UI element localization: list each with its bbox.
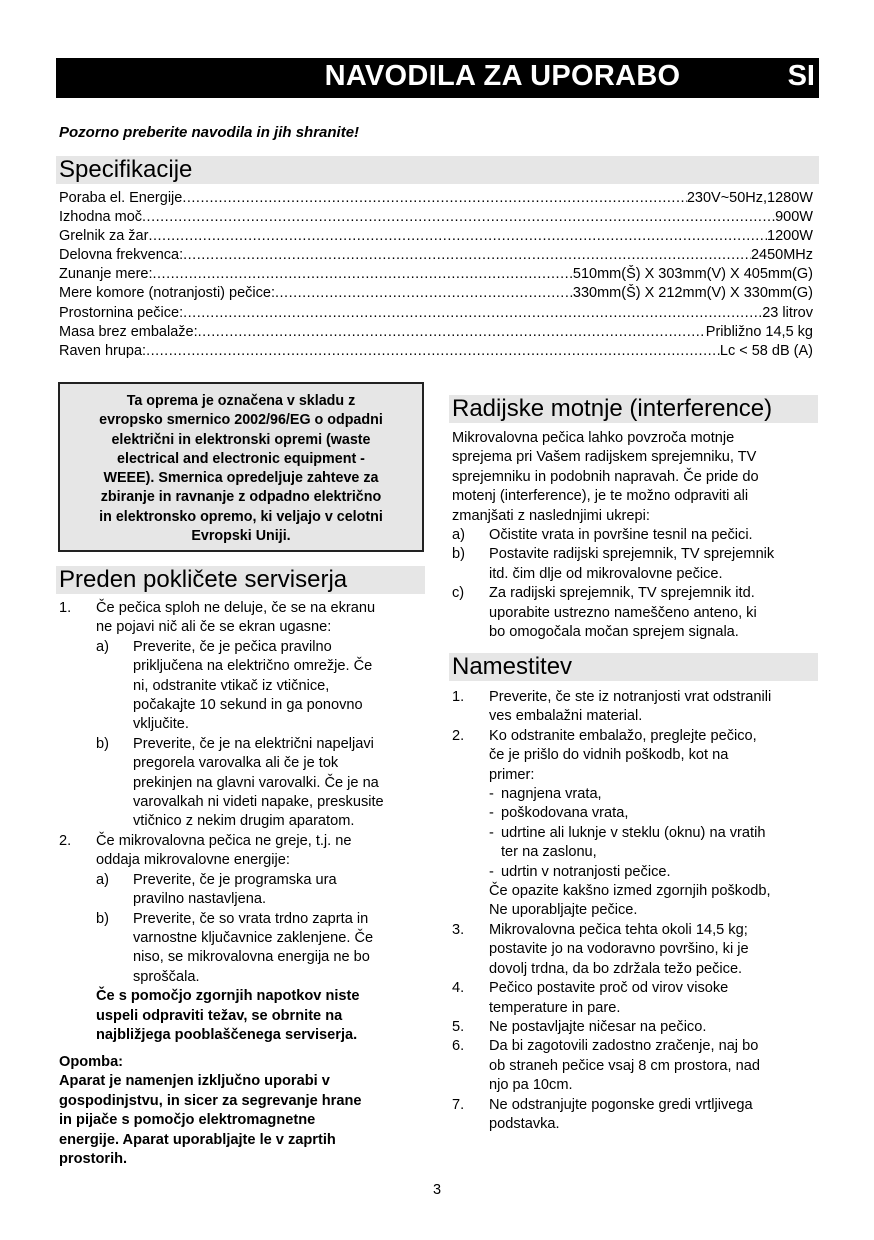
spec-label: Prostornina pečice: xyxy=(59,304,184,321)
sub-item-label: a) xyxy=(96,871,109,888)
item-text: Da bi zagotovili zadostno zračenje, naj bo xyxy=(489,1038,759,1055)
spec-label: Delovna frekvenca: xyxy=(59,247,184,264)
service-closing-note xyxy=(59,987,429,1045)
leader-dots xyxy=(153,265,573,284)
weee-line: in elektronsko opremo, ki veljajo v celotni xyxy=(99,508,383,525)
paragraph-line: motenj (interference), je te možno odpraviti ali xyxy=(452,488,749,505)
item-text: ob straneh pečice vsaj 8 cm prostora, nad xyxy=(489,1057,760,1074)
item-number: 2. xyxy=(452,727,465,744)
leader-dots xyxy=(142,208,775,227)
item-text: Preverite, če je programska ura xyxy=(133,871,337,888)
spec-value: 330mm(Š) X 212mm(V) X 330mm(G) xyxy=(572,285,813,302)
spec-row xyxy=(59,246,813,265)
item-text: udrtine ali luknje v steklu (oknu) na vratih xyxy=(501,824,766,841)
item-text: nagnjena vrata, xyxy=(501,786,602,803)
item-text: Ko odstranite embalažo, preglejte pečico, xyxy=(489,727,757,744)
item-text: uspeli odpraviti težav, se obrnite na xyxy=(96,1007,343,1024)
item-number: 4. xyxy=(452,980,465,997)
item-text: ter na zaslonu, xyxy=(501,844,597,861)
weee-line: WEEE). Smernica opredeljuje zahteve za xyxy=(103,470,379,487)
spec-row xyxy=(59,284,813,303)
note-text: in pijače s pomočjo elektromagnetne xyxy=(59,1112,316,1129)
weee-line: electrical and electronic equipment - xyxy=(117,450,365,467)
weee-line: Ta oprema je označena v skladu z xyxy=(126,393,356,409)
item-text: temperature in pare. xyxy=(489,999,621,1016)
spec-row xyxy=(59,323,813,342)
list-item xyxy=(452,1037,822,1095)
item-text: Ne odstranjujte pogonske gredi vrtljivega xyxy=(489,1096,753,1113)
item-number: 2. xyxy=(59,832,72,849)
item-text: najbližjega pooblaščenega serviserja. xyxy=(96,1026,358,1043)
leader-dots xyxy=(183,246,751,265)
item-number: 1. xyxy=(452,689,465,705)
dash-item xyxy=(452,863,822,882)
item-text: Očistite vrata in površine tesnil na pečici. xyxy=(489,527,753,544)
spec-row xyxy=(59,208,813,227)
list-item xyxy=(452,584,822,642)
dash-item xyxy=(452,785,822,804)
item-text: primer: xyxy=(489,766,535,783)
list-item xyxy=(452,1096,822,1135)
spec-row xyxy=(59,189,813,208)
install-heading: Namestitev xyxy=(449,653,818,681)
list-item xyxy=(452,545,822,584)
sub-item xyxy=(59,871,429,910)
service-list xyxy=(59,599,429,1045)
spec-value: Približno 14,5 kg xyxy=(705,323,813,340)
item-text: Če s pomočjo zgornjih napotkov niste xyxy=(96,988,360,1005)
item-text: Ne postavljajte ničesar na pečico. xyxy=(489,1018,707,1035)
leader-dots xyxy=(198,323,706,342)
item-text: niso, se mikrovalovna energija ne bo xyxy=(133,949,370,966)
sub-item-label: b) xyxy=(96,735,109,752)
item-text: Če pečica sploh ne deluje, če se na ekranu xyxy=(96,600,376,616)
spec-value: 23 litrov xyxy=(762,304,813,321)
spec-value: 2450MHz xyxy=(750,247,813,264)
item-label: a) xyxy=(452,527,465,544)
specs-heading: Specifikacije xyxy=(56,156,819,184)
page-title: NAVODILA ZA UPORABO xyxy=(324,60,681,92)
item-text: Če opazite kakšno izmed zgornjih poškodb, xyxy=(489,883,771,900)
service-heading: Preden pokličete serviserja xyxy=(56,566,425,594)
sub-item-label: a) xyxy=(96,638,109,655)
item-text: ni, odstranite vtikač iz vtičnice, xyxy=(133,677,330,694)
note-block xyxy=(59,1053,429,1169)
note-text: Aparat je namenjen izključno uporabi v xyxy=(59,1073,330,1090)
dash-bullet: - xyxy=(489,863,494,880)
dash-item xyxy=(452,824,822,863)
item-text: vtičnico z nekim drugim aparatom. xyxy=(133,813,355,830)
leader-dots xyxy=(183,304,762,323)
sub-item xyxy=(59,638,429,735)
item-text: itd. čim dlje od mikrovalovne pečice. xyxy=(489,565,723,582)
item-text: varovalkah ni videti napake, preskusite xyxy=(133,794,384,811)
specs-list xyxy=(59,189,813,361)
spec-value: 900W xyxy=(775,209,813,226)
note-heading: Opomba: xyxy=(59,1054,124,1070)
item-text: Pečico postavite proč od virov visoke xyxy=(489,980,729,997)
interference-block xyxy=(452,429,822,642)
item-number: 5. xyxy=(452,1018,465,1035)
spec-row xyxy=(59,342,813,361)
spec-label: Masa brez embalaže: xyxy=(59,323,198,340)
item-text: Postavite radijski sprejemnik, TV sprejemnik xyxy=(489,546,775,563)
paragraph-line: sprejema pri Vašem radijskem sprejemniku, TV xyxy=(452,449,757,466)
spec-label: Izhodna moč xyxy=(59,209,143,226)
leader-dots xyxy=(182,189,687,208)
list-item xyxy=(452,1018,822,1037)
spec-label: Raven hrupa: xyxy=(59,342,147,359)
weee-notice-box xyxy=(58,382,424,552)
spec-label: Poraba el. Energije xyxy=(59,190,183,206)
spec-label: Mere komore (notranjosti) pečice: xyxy=(59,285,275,302)
item-text: Preverite, če je na električni napeljavi xyxy=(133,735,374,752)
note-text: prostorih. xyxy=(59,1151,128,1168)
note-text: energije. Aparat uporabljajte le v zaprtih xyxy=(59,1131,336,1148)
sub-item-label: b) xyxy=(96,910,109,927)
intro-note: Pozorno preberite navodila in jih shranite! xyxy=(59,124,360,141)
paragraph-line: Mikrovalovna pečica lahko povzroča motnje xyxy=(452,430,735,446)
list-item xyxy=(452,727,822,785)
leader-dots xyxy=(148,227,767,246)
item-text: postavite jo na vodoravno površino, ki je xyxy=(489,941,749,958)
item-text: podstavka. xyxy=(489,1115,560,1132)
item-text: pravilno nastavljena. xyxy=(133,891,267,908)
spec-value: 1200W xyxy=(767,228,813,245)
item-text: ves embalažni material. xyxy=(489,708,643,725)
item-text: varnostne ključavnice zaklenjene. Če xyxy=(133,929,374,946)
list-item xyxy=(59,599,429,638)
spec-label: Grelnik za žar xyxy=(59,228,149,245)
spec-row xyxy=(59,227,813,246)
spec-value: 230V~50Hz,1280W xyxy=(686,190,813,206)
dash-item xyxy=(452,804,822,823)
list-item xyxy=(59,832,429,871)
item-text: udrtin v notranjosti pečice. xyxy=(501,863,671,880)
item-text: sproščala. xyxy=(133,968,200,985)
install-warning xyxy=(452,882,822,921)
dash-bullet: - xyxy=(489,786,494,803)
sub-item xyxy=(59,735,429,832)
item-number: 3. xyxy=(452,921,465,938)
item-text: priključena na električno omrežje. Če xyxy=(133,658,373,675)
list-item xyxy=(452,688,822,727)
item-text: poškodovana vrata, xyxy=(501,805,629,822)
item-text: Preverite, če ste iz notranjosti vrat odstranili xyxy=(489,689,772,705)
item-text: Ne uporabljajte pečice. xyxy=(489,902,638,919)
title-bar xyxy=(56,58,819,98)
dash-bullet: - xyxy=(489,805,494,822)
install-list xyxy=(452,688,822,1134)
list-item xyxy=(452,921,822,979)
sub-item xyxy=(59,910,429,988)
spec-row xyxy=(59,304,813,323)
item-number: 1. xyxy=(59,600,72,616)
spec-value: 510mm(Š) X 303mm(V) X 405mm(G) xyxy=(572,266,813,283)
item-text: če je prišlo do vidnih poškodb, kot na xyxy=(489,747,729,764)
item-number: 6. xyxy=(452,1038,465,1055)
weee-line: električni in elektronski opremi (waste xyxy=(111,431,371,448)
spec-row xyxy=(59,265,813,284)
item-text: počakajte 10 sekund in ga ponovno xyxy=(133,697,363,714)
item-text: oddaja mikrovalovne energije: xyxy=(96,852,290,869)
weee-line: zbiranje in ravnanje z odpadno električno xyxy=(100,489,382,506)
item-text: vključite. xyxy=(133,716,189,733)
weee-line: evropsko smernico 2002/96/EG o odpadni xyxy=(99,412,383,429)
page-number: 3 xyxy=(432,1182,442,1198)
leader-dots xyxy=(275,284,573,303)
list-item xyxy=(452,526,822,545)
item-number: 7. xyxy=(452,1096,465,1113)
item-text: Če mikrovalovna pečica ne greje, t.j. ne xyxy=(96,832,352,849)
spec-label: Zunanje mere: xyxy=(59,266,153,283)
language-code: SI xyxy=(787,60,815,92)
item-label: b) xyxy=(452,546,465,563)
item-text: njo pa 10cm. xyxy=(489,1077,573,1094)
interference-heading: Radijske motnje (interference) xyxy=(449,395,818,423)
dash-bullet: - xyxy=(489,824,494,841)
item-text: Mikrovalovna pečica tehta okoli 14,5 kg; xyxy=(489,921,748,938)
list-item xyxy=(452,979,822,1018)
paragraph-line: sprejemniku in podobnih napravah. Če pride do xyxy=(452,468,759,485)
leader-dots xyxy=(146,342,720,361)
item-label: c) xyxy=(452,585,465,602)
item-text: pregorela varovalka ali če je tok xyxy=(133,755,339,772)
item-text: prekinjen na glavni varovalki. Če je na xyxy=(133,774,379,791)
spec-value: Lc < 58 dB (A) xyxy=(719,342,813,359)
weee-line: Evropski Uniji. xyxy=(191,528,291,545)
note-text: gospodinjstvu, in sicer za segrevanje hrane xyxy=(59,1092,362,1109)
item-text: Za radijski sprejemnik, TV sprejemnik itd. xyxy=(489,585,755,602)
item-text: bo omogočala močan sprejem signala. xyxy=(489,624,739,641)
paragraph-line: zmanjšati z naslednjimi ukrepi: xyxy=(452,507,650,524)
item-text: uporabite ustrezno nameščeno anteno, ki xyxy=(489,604,757,621)
item-text: dovolj trdna, da bo zdržala težo pečice. xyxy=(489,960,743,977)
item-text: ne pojavi nič ali če se ekran ugasne: xyxy=(96,619,332,636)
item-text: Preverite, če so vrata trdno zaprta in xyxy=(133,910,369,927)
item-text: Preverite, če je pečica pravilno xyxy=(133,638,332,655)
